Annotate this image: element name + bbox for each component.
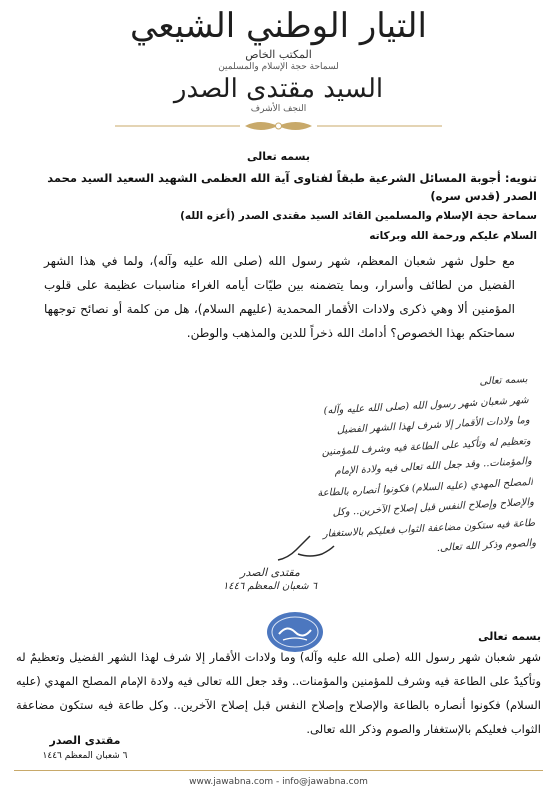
handwritten-line: وما ولادات الأقمار إلا شرف لهذا الشهر الفضيل [336, 414, 530, 437]
handwritten-line: وتعظيم له وتأكيد على الطاعة فيه وشرف للمؤمنين [321, 435, 532, 458]
handwritten-line: المصلح المهدي (عليه السلام) فكونوا أنصاره بالطاعة [317, 476, 534, 499]
office-holder-name: السيد مقتدى الصدر [173, 74, 384, 104]
question-notice-title: تنويه: أجوبة المسائل الشرعية طبقاً لفتاوى آية الله العظمى الشهيد السعيد السيد محمد الصدر (قدس سره) [47, 171, 537, 203]
office-label: المكتب الخاص [245, 48, 312, 61]
typed-answer-section [16, 630, 541, 741]
office-location: النجف الأشرف [250, 104, 307, 114]
question-body: مع حلول شهر شعبان المعظم، شهر رسول الله (صلى الله عليه وآله)، ولما في هذا الشهر الفضيل من لطائف وأسرار، وبما يتضمنه بين طيّات أيامه الغراء مناسبات عظيمة على قلوب المؤمنين ألا وهي ذكرى ولادات الأقمار المحمدية (عليهم السلام)، هل من كلمة أو نصائح توجهها سماحتكم بهذا الخصوص؟ أدامك الله ذخراً للدين والمذهب والوطن. [44, 254, 515, 340]
handwritten-line: والإصلاح وإصلاح النفس قبل إصلاح الآخرين.. وكل [332, 496, 535, 519]
typed-answer-bismillah: بسمه تعالى [478, 630, 541, 643]
handwritten-line: بسمه تعالى [479, 373, 528, 388]
handwritten-signature [210, 566, 330, 592]
handwritten-line: طاعة فيه ستكون مضاعفة الثواب فعليكم بالاستغفار [322, 517, 536, 540]
handwritten-line: شهر شعبان شهر رسول الله (صلى الله عليه وآله) [323, 394, 529, 417]
typed-signature-name: مقتدى الصدر [49, 734, 121, 747]
question-section [20, 150, 537, 345]
question-bismillah: بسمه تعالى [247, 150, 310, 163]
question-addressee: سماحة حجة الإسلام والمسلمين القائد السيد مقتدى الصدر (أعزه الله) [180, 210, 537, 222]
handwritten-signature-name: مقتدى الصدر [240, 566, 300, 579]
letterhead [0, 6, 557, 114]
typed-signature-date: ٦ شعبان المعظم ١٤٤٦ [42, 751, 128, 761]
movement-logo-title: التيار الوطني الشيعي [130, 6, 427, 46]
footer-contact: www.jawabna.com - info@jawabna.com [189, 777, 368, 787]
handwritten-line: والصوم وذكر الله تعالى. [436, 537, 537, 554]
typed-answer-body: شهر شعبان شهر رسول الله (صلى الله عليه وآله) وما ولادات الأقمار إلا شرف لهذا الشهر الفضيل وتعظيمٌ له وتأكيدٌ على الطاعة فيه وشرف للمؤمنين والمؤمنات.. وقد جعل الله تعالى فيه ولادة الإمام المصلح المهدي (عليه السلام) فكونوا أنصاره بالطاعة والإصلاح وإصلاح النفس قبل إصلاح الآخرين.. وكل طاعة فيه ستكون مضاعفة الثواب فعليكم بالإستغفار والصوم وذكر الله تعالى. [16, 650, 541, 736]
handwritten-signature-stroke-icon [270, 528, 340, 568]
office-subtitle: لسماحة حجة الإسلام والمسلمين [218, 62, 339, 72]
handwritten-signature-date: ٦ شعبان المعظم ١٤٤٦ [222, 581, 318, 592]
question-greeting: السلام عليكم ورحمة الله وبركاته [369, 230, 537, 242]
typed-signature-block [30, 734, 140, 761]
header-ornament-icon [115, 118, 442, 134]
handwritten-line: والمؤمنات.. وقد جعل الله تعالى فيه ولادة الإمام [334, 455, 533, 478]
footer-divider [14, 770, 543, 771]
